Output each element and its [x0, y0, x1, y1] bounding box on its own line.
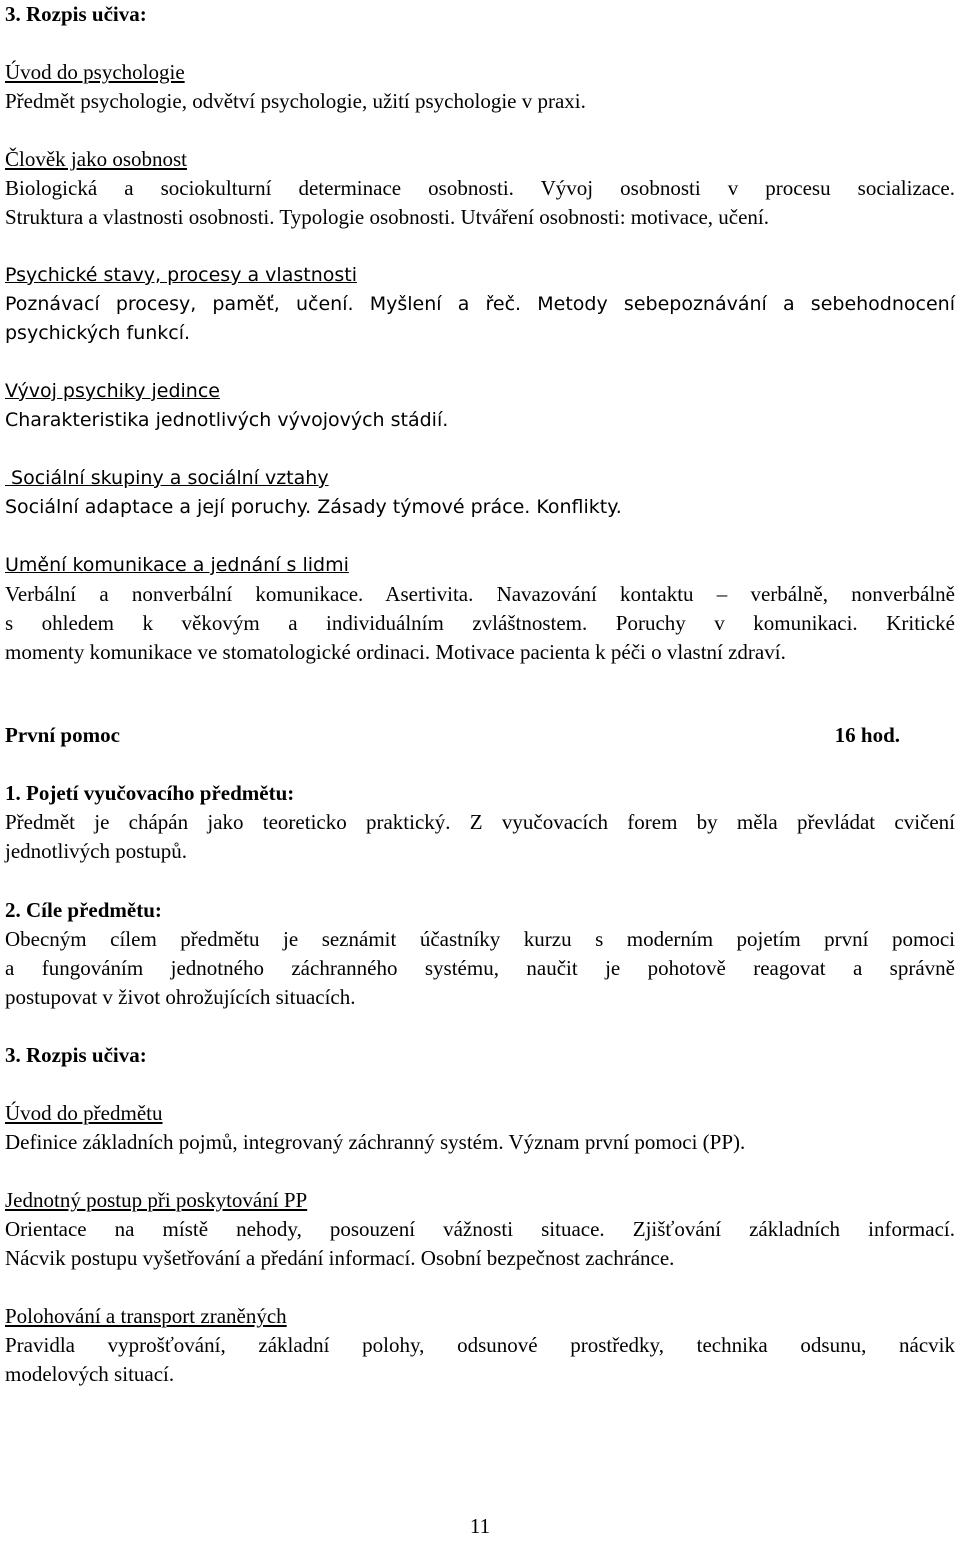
topic-text: Poznávací procesy, paměť, učení. Myšlení a řeč. Metody sebepoznávání a sebehodnocení — [5, 293, 955, 315]
goals-text: Obecným cílem předmětu je seznámit účastníky kurzu s moderním pojetím první pomoci — [5, 927, 955, 951]
page-number: 11 — [469, 1514, 491, 1538]
topic-text: Orientace na místě nehody, posouzení vážnosti situace. Zjišťování základních informací. — [5, 1217, 955, 1241]
topic-text: Biologická a sociokulturní determinace osobnosti. Vývoj osobnosti v procesu socializace. — [5, 176, 955, 200]
section-2 — [5, 1041, 955, 1389]
concept-text: jednotlivých postupů. — [5, 839, 187, 863]
topic-text: s ohledem k věkovým a individuálním zvláštnostem. Poruchy v komunikaci. Kritické — [5, 611, 955, 635]
subject-hours: 16 hod. — [834, 723, 900, 747]
topic-title: Jednotný postup při poskytování PP — [5, 1188, 308, 1212]
concept-heading: 1. Pojetí vyučovacího předmětu: — [5, 781, 295, 805]
section-1 — [5, 0, 955, 667]
topic-title: Úvod do předmětu — [5, 1101, 163, 1125]
topic-text: Definice základních pojmů, integrovaný záchranný systém. Význam první pomoci (PP). — [5, 1130, 746, 1154]
topic-text: Charakteristika jednotlivých vývojových stádií. — [5, 409, 449, 431]
topic-title: Úvod do psychologie — [5, 60, 185, 84]
topic-text: Verbální a nonverbální komunikace. Asertivita. Navazování kontaktu – verbálně, nonverbálně — [5, 582, 955, 606]
topic-title: Umění komunikace a jednání s lidmi — [5, 554, 349, 576]
topic-text: Sociální adaptace a její poruchy. Zásady týmové práce. Konflikty. — [5, 496, 622, 518]
goals-text: postupovat v život ohrožujících situacích. — [5, 985, 356, 1009]
goals-heading: 2. Cíle předmětu: — [5, 898, 162, 922]
topic-title: Člověk jako osobnost — [5, 147, 187, 171]
goals-section — [5, 896, 955, 1012]
topic-title: Psychické stavy, procesy a vlastnosti — [5, 264, 357, 286]
topic-text: Nácvik postupu vyšetřování a předání informací. Osobní bezpečnost zachránce. — [5, 1246, 675, 1270]
goals-text: a fungováním jednotného záchranného systému, naučit je pohotově reagovat a správně — [5, 956, 955, 980]
subject-name: První pomoc — [5, 723, 120, 747]
subject-header — [5, 721, 955, 750]
topic-title: Vývoj psychiky jedince — [5, 380, 220, 402]
topic-text: Struktura a vlastnosti osobnosti. Typologie osobnosti. Utváření osobnosti: motivace, učení. — [5, 205, 769, 229]
topic-text: momenty komunikace ve stomatologické ordinaci. Motivace pacienta k péči o vlastní zdraví. — [5, 640, 786, 664]
topic-text: psychických funkcí. — [5, 322, 191, 344]
topic-text: modelových situací. — [5, 1362, 175, 1386]
topic-text: Předmět psychologie, odvětví psychologie, užití psychologie v praxi. — [5, 89, 586, 113]
topic-title: Sociální skupiny a sociální vztahy — [5, 467, 329, 489]
concept-text: Předmět je chápán jako teoreticko praktický. Z vyučovacích forem by měla převládat cvičení — [5, 810, 955, 834]
topic-title: Polohování a transport zraněných — [5, 1304, 287, 1328]
concept-section — [5, 779, 955, 866]
section-2-heading: 3. Rozpis učiva: — [5, 1043, 147, 1067]
topic-text: Pravidla vyprošťování, základní polohy, odsunové prostředky, technika odsunu, nácvik — [5, 1333, 955, 1357]
section-1-heading: 3. Rozpis učiva: — [5, 2, 147, 26]
